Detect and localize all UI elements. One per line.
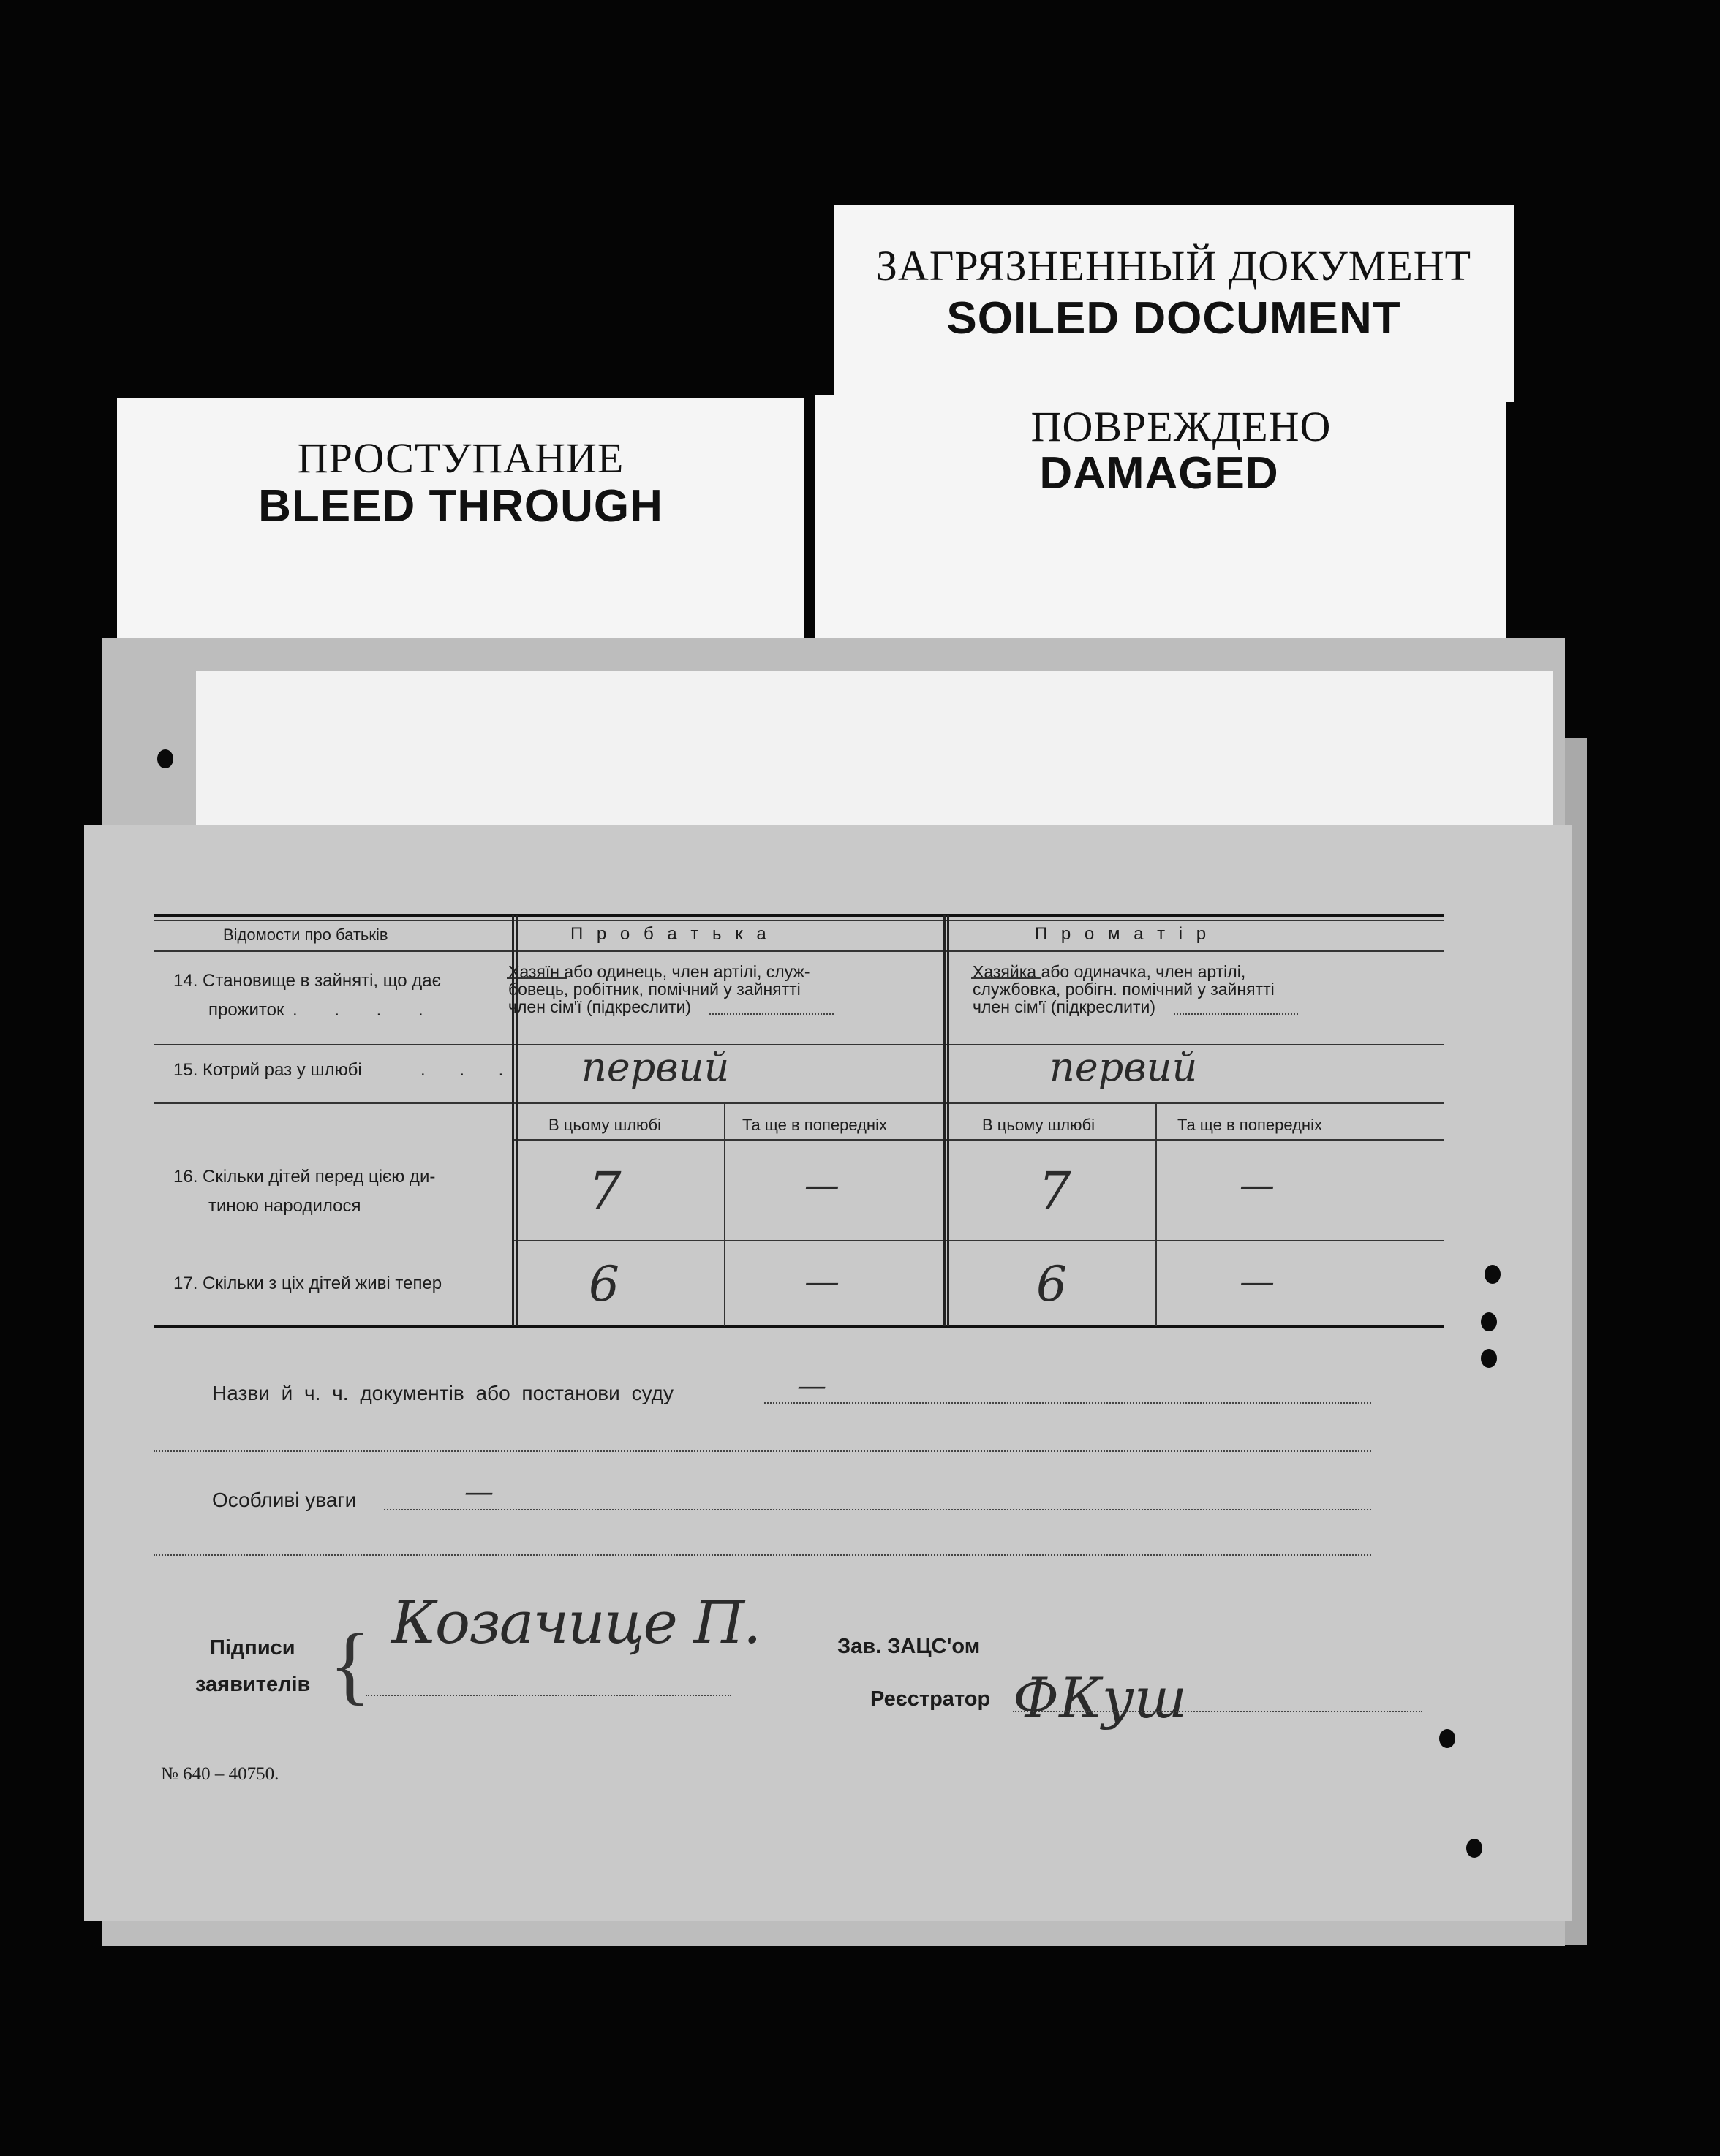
row17-mother-prev: —: [1240, 1261, 1275, 1302]
father-previous-header: Та ще в попередніх: [742, 1116, 887, 1134]
row14-father-line1: Хазяїн або одинець, член артілі, служ-: [508, 962, 810, 981]
applicant-signature: Козачице П.: [391, 1589, 761, 1657]
damaged-card: [815, 395, 1506, 643]
row14-label-line1: 14. Становище в зайняті, що дає: [173, 971, 441, 991]
remarks-label: Особливі уваги: [212, 1489, 357, 1511]
row17-father-prev: —: [804, 1261, 840, 1302]
binder-hole: [1466, 1839, 1482, 1858]
row17-father-this: 6: [589, 1256, 619, 1312]
binder-hole: [1439, 1729, 1455, 1748]
row16-label-line2: тиною народилося: [208, 1196, 361, 1216]
signatures-label-line1: Підписи: [210, 1636, 295, 1660]
bleed-card-russian: ПРОСТУПАНИЕ: [297, 434, 625, 482]
mother-previous-header: Та ще в попередніх: [1177, 1116, 1322, 1134]
registrar-signature: ФКуш: [1013, 1665, 1187, 1731]
documents-value: —: [797, 1369, 826, 1403]
head-of-registry-label: Зав. ЗАЦС'ом: [837, 1635, 981, 1658]
registrar-label: Реєстратор: [870, 1687, 991, 1711]
birth-record-form: [84, 825, 1572, 1921]
row15-label: 15. Котрий раз у шлюбі: [173, 1060, 362, 1080]
soiled-card-russian: ЗАГРЯЗНЕННЫЙ ДОКУМЕНТ: [875, 242, 1472, 290]
print-number: № 640 – 40750.: [161, 1764, 279, 1784]
row14-father-line3: член сім'ї (підкреслити): [508, 997, 691, 1016]
binder-hole: [1485, 1265, 1501, 1284]
row14-mother-line1: Хазяйка або одиначка, член артілі,: [973, 962, 1246, 981]
row14-label-line2: прожиток: [208, 1000, 284, 1020]
header-about-mother: П р о м а т і р: [1035, 924, 1211, 944]
row14-mother-line2: службовка, робігн. помічний у зайнятті: [973, 980, 1275, 999]
blank-sheet: [196, 671, 1553, 832]
mother-underline: [971, 977, 1041, 979]
mother-this-marriage-header: В цьому шлюбі: [982, 1116, 1095, 1134]
signatures-brace: {: [329, 1616, 371, 1713]
header-about-father: П р о б а т ь к а: [570, 924, 771, 944]
binder-hole: [157, 749, 173, 768]
row16-father-prev: —: [804, 1165, 840, 1206]
bleed-card-english: BLEED THROUGH: [258, 481, 663, 532]
documents-label: Назви й ч. ч. документів або постанови суду: [212, 1382, 674, 1404]
damaged-card-english: DAMAGED: [1039, 448, 1279, 499]
row17-label: 17. Скільки з ціх дітей живі тепер: [173, 1274, 442, 1293]
bleed-through-card: [117, 398, 804, 647]
row16-father-this: 7: [589, 1161, 622, 1221]
signatures-label-line2: заявителів: [195, 1673, 311, 1696]
row15-label-dots: . . .: [420, 1060, 518, 1080]
soiled-document-card: [834, 205, 1514, 402]
row16-mother-this: 7: [1038, 1161, 1071, 1221]
row14-mother-line3: член сім'ї (підкреслити): [973, 997, 1155, 1016]
row15-mother-value: первий: [1049, 1044, 1198, 1090]
row16-label-line1: 16. Скільки дітей перед цією ди-: [173, 1167, 436, 1187]
soiled-card-english: SOILED DOCUMENT: [946, 293, 1401, 344]
row17-mother-this: 6: [1036, 1256, 1067, 1312]
binder-hole: [1481, 1312, 1497, 1331]
header-parents-info: Відомости про батьків: [223, 926, 388, 944]
binder-hole: [1481, 1349, 1497, 1368]
row15-father-value: первий: [581, 1044, 730, 1090]
remarks-value: —: [464, 1475, 494, 1509]
damaged-card-russian: ПОВРЕЖДЕНО: [1030, 403, 1332, 450]
row16-mother-prev: —: [1240, 1165, 1275, 1206]
row14-father-line2: бовець, робітник, помічний у зайнятті: [508, 980, 801, 999]
row14-label-dots: . . . .: [293, 1000, 440, 1020]
father-this-marriage-header: В цьому шлюбі: [548, 1116, 662, 1134]
